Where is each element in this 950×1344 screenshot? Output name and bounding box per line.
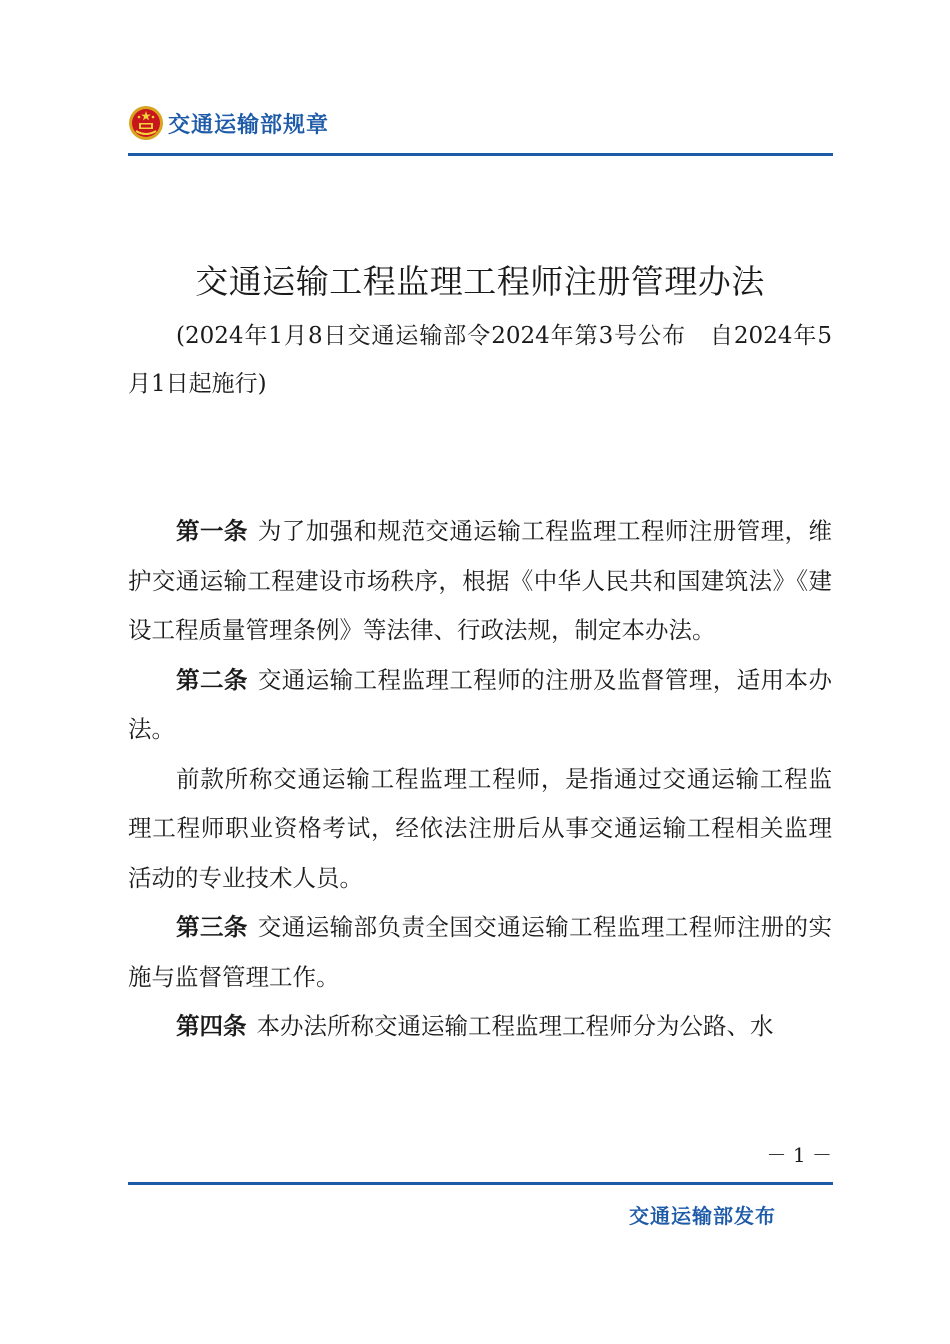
paragraph-text: 交通运输部负责全国交通运输工程监理工程师注册的实施与监督管理工作。 <box>128 913 833 991</box>
paragraph <box>128 1002 832 1052</box>
article-number: 第三条 <box>176 913 248 941</box>
document-body <box>128 507 832 1052</box>
paragraph-text: 前款所称交通运输工程监理工程师，是指通过交通运输工程监理工程师职业资格考试，经依法注册后从事交通运输工程相关监理活动的专业技术人员。 <box>128 764 832 892</box>
footer-publisher: 交通运输部发布 <box>629 1204 776 1228</box>
article-number: 第二条 <box>176 665 248 694</box>
page-header <box>128 100 832 146</box>
paragraph <box>128 903 832 1002</box>
footer-divider <box>128 1182 833 1185</box>
article-number: 第四条 <box>176 1012 247 1040</box>
paragraph <box>128 656 832 755</box>
header-title: 交通运输部规章 <box>168 112 330 138</box>
national-emblem-icon <box>128 105 164 141</box>
paragraph-text: 交通运输工程监理工程师的注册及监督管理，适用本办法。 <box>128 665 833 743</box>
document-subtitle: (2024年1月8日交通运输部令2024年第3号公布 自2024年5月1日起施行) <box>128 323 832 397</box>
paragraph-text: 为了加强和规范交通运输工程监理工程师注册管理，维护交通运输工程建设市场秩序，根据《中华人民共和国建筑法》《建设工程质量管理条例》等法律、行政法规，制定本办法。 <box>128 517 833 644</box>
paragraph <box>128 507 832 656</box>
paragraph-text: 本办法所称交通运输工程监理工程师分为公路、水 <box>256 1012 774 1040</box>
page-number: － 1 － <box>766 1143 832 1167</box>
article-number: 第一条 <box>176 517 248 545</box>
document-title: 交通运输工程监理工程师注册管理办法 <box>195 262 765 301</box>
header-divider <box>128 153 833 156</box>
paragraph <box>128 755 832 904</box>
